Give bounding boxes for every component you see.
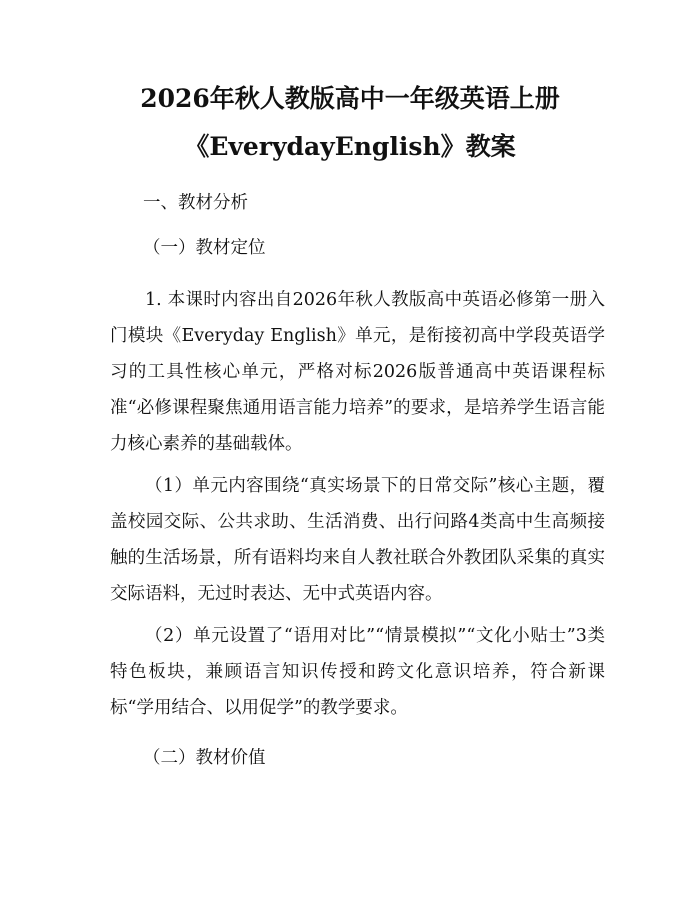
section-heading-textbook-analysis: 一、教材分析 — [143, 193, 248, 213]
subsection-heading-value: （二）教材价值 — [143, 748, 266, 768]
paragraph-unit-content: （1）单元内容围绕“真实场景下的日常交际”核心主题，覆盖校园交际、公共求助、生活消费、出行问路4类高中生高频接触的生活场景，所有语料均来自人教社联合外教团队采集的真实交际语料，无过时表达、无中式英语内容。 — [110, 476, 605, 604]
paragraph-course-overview: 1. 本课时内容出自2026年秋人教版高中英语必修第一册入门模块《Everyday English》单元，是衔接初高中学段英语学习的工具性核心单元，严格对标2026版普通高中英语课程标准“必修课程聚焦通用语言能力培养”的要求，是培养学生语言能力核心素养的基础载体。 — [110, 290, 605, 454]
subsection-heading-positioning: （一）教材定位 — [143, 238, 266, 258]
document-title-line-2: 《EverydayEnglish》教案 — [184, 132, 516, 161]
paragraph-unit-modules: （2）单元设置了“语用对比”“情景模拟”“文化小贴士”3类特色板块，兼顾语言知识传授和跨文化意识培养，符合新课标“学用结合、以用促学”的教学要求。 — [110, 626, 605, 718]
document-title-line-1: 2026年秋人教版高中一年级英语上册 — [140, 84, 560, 113]
